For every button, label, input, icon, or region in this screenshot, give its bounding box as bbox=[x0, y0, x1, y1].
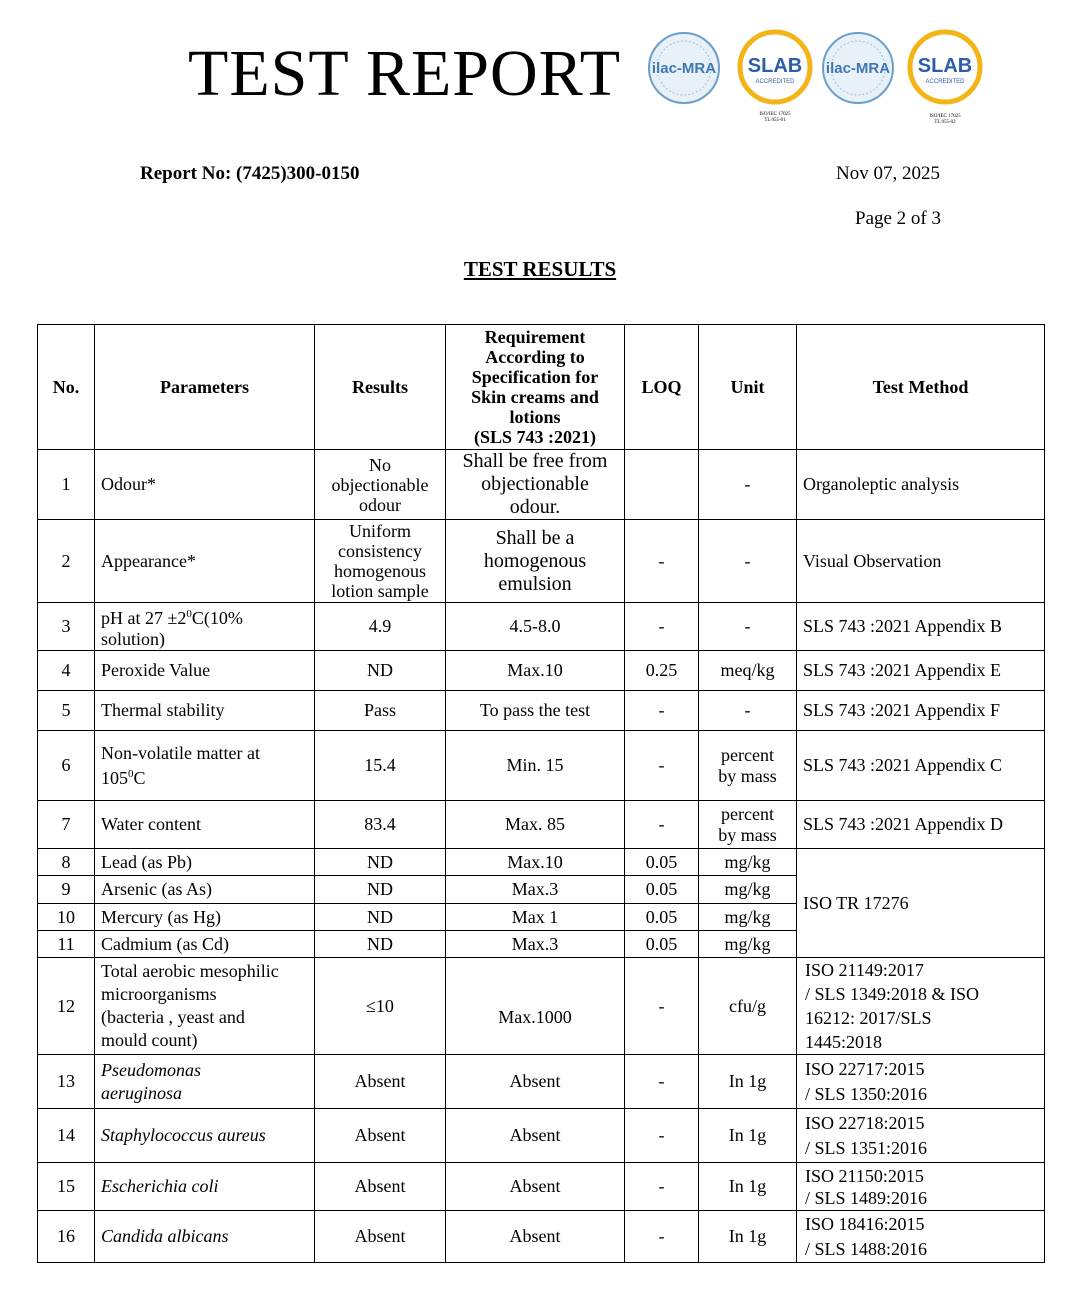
row-requirement: Shall be free from objectionable odour. bbox=[446, 450, 625, 520]
row-no: 14 bbox=[38, 1109, 95, 1163]
row-loq bbox=[625, 450, 699, 520]
row-unit: In 1g bbox=[699, 1163, 797, 1211]
row-requirement: Max. 85 bbox=[446, 801, 625, 849]
row-no: 13 bbox=[38, 1055, 95, 1109]
row-test-method: ISO 22717:2015 / SLS 1350:2016 bbox=[797, 1055, 1045, 1109]
table-row bbox=[38, 1163, 1045, 1211]
header-unit: Unit bbox=[699, 325, 797, 450]
slab-logo-sub: ACCREDITED bbox=[755, 79, 795, 85]
row-test-method: ISO 18416:2015 / SLS 1488:2016 bbox=[797, 1211, 1045, 1263]
row-result: Absent bbox=[315, 1055, 446, 1109]
ilac-mra-logo-text: ilac-MRA bbox=[825, 60, 891, 77]
row-unit: In 1g bbox=[699, 1109, 797, 1163]
row-test-method: Visual Observation bbox=[797, 520, 1045, 603]
row-result: ≤10 bbox=[315, 958, 446, 1055]
row-requirement: To pass the test bbox=[446, 691, 625, 731]
row-loq: 0.05 bbox=[625, 904, 699, 931]
row-result: 83.4 bbox=[315, 801, 446, 849]
row-no: 6 bbox=[38, 731, 95, 801]
row-unit: - bbox=[699, 450, 797, 520]
header-parameters: Parameters bbox=[95, 325, 315, 450]
row-unit: mg/kg bbox=[699, 849, 797, 876]
row-no: 8 bbox=[38, 849, 95, 876]
header-requirement: Requirement According to Specification for Skin creams and lotions (SLS 743 :2021) bbox=[446, 325, 625, 450]
row-parameter: Cadmium (as Cd) bbox=[95, 931, 315, 958]
table-row bbox=[38, 1055, 1045, 1109]
row-no: 11 bbox=[38, 931, 95, 958]
row-requirement: Max.10 bbox=[446, 849, 625, 876]
row-parameter-text: Non-volatile matter at 105 bbox=[101, 742, 260, 788]
test-results-table bbox=[37, 324, 1045, 1263]
row-no: 15 bbox=[38, 1163, 95, 1211]
row-result: 4.9 bbox=[315, 603, 446, 651]
section-title bbox=[0, 257, 1080, 282]
table-row bbox=[38, 651, 1045, 691]
row-requirement: Max.3 bbox=[446, 876, 625, 904]
row-test-method: ISO 21150:2015 / SLS 1489:2016 bbox=[797, 1163, 1045, 1211]
row-parameter: Thermal stability bbox=[95, 691, 315, 731]
table-row bbox=[38, 691, 1045, 731]
row-unit: - bbox=[699, 520, 797, 603]
row-loq: 0.05 bbox=[625, 849, 699, 876]
row-loq: 0.05 bbox=[625, 876, 699, 904]
row-no: 10 bbox=[38, 904, 95, 931]
row-parameter: Total aerobic mesophilic microorganisms (bacteria , yeast and mould count) bbox=[95, 958, 315, 1055]
row-no: 9 bbox=[38, 876, 95, 904]
slab-accredited-logo bbox=[736, 28, 814, 106]
header-no: No. bbox=[38, 325, 95, 450]
row-no: 3 bbox=[38, 603, 95, 651]
row-parameter-text: C bbox=[133, 767, 146, 788]
row-result: ND bbox=[315, 931, 446, 958]
row-loq: - bbox=[625, 1211, 699, 1263]
row-test-method: SLS 743 :2021 Appendix B bbox=[797, 603, 1045, 651]
row-requirement: Min. 15 bbox=[446, 731, 625, 801]
row-test-method: ISO TR 17276 bbox=[797, 849, 1045, 958]
row-result: Absent bbox=[315, 1211, 446, 1263]
row-parameter-text: pH at 27 ±2 bbox=[101, 607, 187, 628]
page-number: Page 2 of 3 bbox=[855, 208, 942, 229]
row-result: Uniform consistency homogenous lotion sample bbox=[315, 520, 446, 603]
row-unit: percent by mass bbox=[699, 731, 797, 801]
row-requirement: Absent bbox=[446, 1055, 625, 1109]
table-row bbox=[38, 849, 1045, 876]
row-loq: - bbox=[625, 1109, 699, 1163]
row-parameter: Peroxide Value bbox=[95, 651, 315, 691]
row-requirement: Absent bbox=[446, 1109, 625, 1163]
row-unit: mg/kg bbox=[699, 904, 797, 931]
row-test-method: ISO 22718:2015 / SLS 1351:2016 bbox=[797, 1109, 1045, 1163]
row-requirement: Max.1000 bbox=[446, 958, 625, 1055]
row-loq: 0.25 bbox=[625, 651, 699, 691]
row-no: 16 bbox=[38, 1211, 95, 1263]
slab-logo-text: SLAB bbox=[917, 55, 973, 77]
row-result: ND bbox=[315, 876, 446, 904]
row-result: Absent bbox=[315, 1163, 446, 1211]
row-result: 15.4 bbox=[315, 731, 446, 801]
row-result: Absent bbox=[315, 1109, 446, 1163]
row-unit: mg/kg bbox=[699, 876, 797, 904]
report-date: Nov 07, 2025 bbox=[836, 163, 940, 184]
row-unit: - bbox=[699, 691, 797, 731]
table-row bbox=[38, 520, 1045, 603]
row-requirement: Max.10 bbox=[446, 651, 625, 691]
row-parameter: Appearance* bbox=[95, 520, 315, 603]
row-test-method: SLS 743 :2021 Appendix E bbox=[797, 651, 1045, 691]
row-test-method: SLS 743 :2021 Appendix D bbox=[797, 801, 1045, 849]
row-parameter bbox=[95, 731, 315, 801]
row-test-method: Organoleptic analysis bbox=[797, 450, 1045, 520]
row-requirement: 4.5-8.0 bbox=[446, 603, 625, 651]
row-loq: - bbox=[625, 958, 699, 1055]
row-parameter-text: C(10% solution) bbox=[101, 607, 243, 649]
row-no: 1 bbox=[38, 450, 95, 520]
row-unit: mg/kg bbox=[699, 931, 797, 958]
header-test-method: Test Method bbox=[797, 325, 1045, 450]
row-test-method: ISO 21149:2017 / SLS 1349:2018 & ISO 16212: 2017/SLS 1445:2018 bbox=[797, 958, 1045, 1055]
table-header-row bbox=[38, 325, 1045, 450]
row-parameter: Candida albicans bbox=[95, 1211, 315, 1263]
row-loq: - bbox=[625, 603, 699, 651]
row-unit: cfu/g bbox=[699, 958, 797, 1055]
row-parameter: Staphylococcus aureus bbox=[95, 1109, 315, 1163]
report-title: TEST REPORT bbox=[188, 37, 622, 110]
table-row bbox=[38, 801, 1045, 849]
row-no: 5 bbox=[38, 691, 95, 731]
table-row bbox=[38, 958, 1045, 1055]
row-no: 2 bbox=[38, 520, 95, 603]
report-number: Report No: (7425)300-0150 bbox=[140, 163, 360, 184]
row-result: No objectionable odour bbox=[315, 450, 446, 520]
section-title-text: TEST RESULTS bbox=[463, 257, 617, 281]
row-result: ND bbox=[315, 849, 446, 876]
row-loq: - bbox=[625, 731, 699, 801]
table-row bbox=[38, 731, 1045, 801]
header-results: Results bbox=[315, 325, 446, 450]
row-result: ND bbox=[315, 904, 446, 931]
row-test-method: SLS 743 :2021 Appendix C bbox=[797, 731, 1045, 801]
row-unit: percent by mass bbox=[699, 801, 797, 849]
row-unit: In 1g bbox=[699, 1055, 797, 1109]
row-no: 12 bbox=[38, 958, 95, 1055]
degree-superscript: 0 bbox=[186, 607, 192, 620]
row-requirement: Max.3 bbox=[446, 931, 625, 958]
row-parameter: Arsenic (as As) bbox=[95, 876, 315, 904]
ilac-mra-logo bbox=[820, 28, 896, 108]
row-no: 4 bbox=[38, 651, 95, 691]
row-parameter: Pseudomonas aeruginosa bbox=[95, 1055, 315, 1109]
row-loq: - bbox=[625, 801, 699, 849]
ilac-mra-logo-text: ilac-MRA bbox=[651, 60, 717, 77]
row-parameter bbox=[95, 603, 315, 651]
slab-logo-sub: ACCREDITED bbox=[925, 79, 965, 85]
row-loq: - bbox=[625, 520, 699, 603]
row-requirement: Absent bbox=[446, 1163, 625, 1211]
row-test-method: SLS 743 :2021 Appendix F bbox=[797, 691, 1045, 731]
row-parameter: Mercury (as Hg) bbox=[95, 904, 315, 931]
table-row bbox=[38, 603, 1045, 651]
table-row bbox=[38, 1211, 1045, 1263]
row-loq: - bbox=[625, 1055, 699, 1109]
row-requirement: Shall be a homogenous emulsion bbox=[446, 520, 625, 603]
ilac-mra-logo bbox=[646, 28, 722, 108]
row-parameter: Water content bbox=[95, 801, 315, 849]
row-unit: In 1g bbox=[699, 1211, 797, 1263]
row-unit: - bbox=[699, 603, 797, 651]
slab-accreditation-caption: ISO/IEC 17025 TL 055-01 bbox=[759, 112, 791, 123]
row-loq: 0.05 bbox=[625, 931, 699, 958]
row-no: 7 bbox=[38, 801, 95, 849]
table-row bbox=[38, 1109, 1045, 1163]
header-loq: LOQ bbox=[625, 325, 699, 450]
row-result: Pass bbox=[315, 691, 446, 731]
row-parameter: Lead (as Pb) bbox=[95, 849, 315, 876]
table-row bbox=[38, 450, 1045, 520]
slab-accredited-logo bbox=[906, 28, 984, 106]
row-loq: - bbox=[625, 691, 699, 731]
row-parameter: Escherichia coli bbox=[95, 1163, 315, 1211]
slab-logo-text: SLAB bbox=[747, 55, 803, 77]
slab-accreditation-caption: ISO/IEC 17025 TL 055-02 bbox=[929, 114, 961, 125]
row-loq: - bbox=[625, 1163, 699, 1211]
row-unit: meq/kg bbox=[699, 651, 797, 691]
row-requirement: Absent bbox=[446, 1211, 625, 1263]
degree-superscript: 0 bbox=[128, 767, 134, 780]
row-requirement: Max 1 bbox=[446, 904, 625, 931]
row-result: ND bbox=[315, 651, 446, 691]
row-parameter: Odour* bbox=[95, 450, 315, 520]
